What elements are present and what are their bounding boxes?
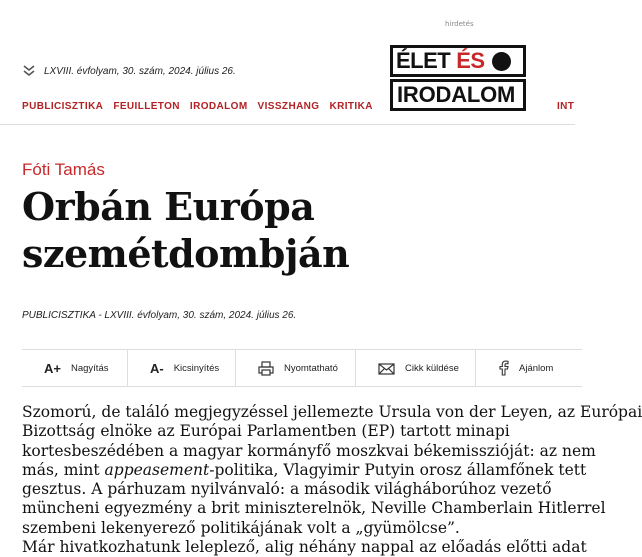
nav-item-irodalom[interactable]: IRODALOM [189, 101, 248, 112]
article-body [22, 403, 642, 557]
logo-row-bottom [390, 79, 526, 111]
body-line: szembeni lekenyerező politikájának volt a „gyümölcse”. [22, 518, 460, 537]
nav-item-publicisztika[interactable]: PUBLICISZTIKA [22, 101, 104, 112]
printer-icon [258, 361, 274, 376]
nav-item-kritika[interactable]: KRITIKA [329, 101, 373, 112]
body-line: Szomorú, de találó megjegyzéssel jellemezte Ursula von der Leyen, az Európai [22, 403, 642, 421]
main-nav [22, 101, 373, 112]
double-chevron-down-icon[interactable] [22, 64, 36, 78]
ad-label: hirdetés [445, 20, 474, 28]
body-line: gesztus. A párhuzam nyilvánvaló: a második világháborúhoz vezető [22, 480, 552, 499]
site-logo[interactable] [390, 45, 528, 111]
shrink-label: Kicsinyítés [173, 362, 220, 374]
body-line: Bizottság elnöke az Európai Parlamentben (EP) tartott minapi [22, 422, 510, 441]
send-label: Cikk küldése [405, 362, 459, 374]
nav-item-visszhang[interactable]: VISSZHANG [257, 101, 320, 112]
envelope-icon [378, 361, 395, 376]
nav-item-overflow[interactable]: INT [557, 101, 575, 112]
shrink-text-button[interactable] [128, 350, 236, 386]
issue-text: LXVIII. évfolyam, 30. szám, 2024. július 26. [44, 65, 236, 77]
print-label: Nyomtatható [284, 362, 338, 374]
article-meta: PUBLICISZTIKA - LXVIII. évfolyam, 30. szám, 2024. július 26. [22, 310, 297, 321]
header-divider [0, 124, 575, 125]
title-line-2: szemétdombján [22, 231, 350, 276]
article-author[interactable]: Fóti Tamás [22, 160, 105, 179]
logo-dot-icon [492, 52, 511, 71]
logo-text-elet: ÉLET [396, 48, 451, 73]
italic-term: appeasement [104, 460, 210, 479]
font-increase-icon: A+ [44, 360, 61, 376]
body-line-part: -politika, Vlagyimir Putyin orosz államfőnek tett [209, 460, 587, 479]
nav-item-feuilleton[interactable]: FEUILLETON [113, 101, 180, 112]
recommend-label: Ajánlom [519, 362, 554, 374]
body-line: müncheni egyezmény a brit miniszterelnök, Neville Chamberlain Hitlerrel [22, 499, 606, 518]
body-line: Már hivatkozhatunk leleplező, alig néhány nappal az előadás előtti adat [22, 538, 587, 557]
logo-row-top [390, 45, 526, 77]
body-line: kortesbeszédében a magyar kormányfő moszkvai békemisszióját: az nem [22, 441, 596, 460]
body-line-part: más, mint [22, 460, 105, 479]
body-line [22, 460, 587, 480]
print-button[interactable] [236, 350, 356, 386]
recommend-button[interactable] [476, 350, 580, 386]
logo-text-irodalom: IRODALOM [397, 82, 516, 107]
article-toolbar [22, 349, 582, 387]
enlarge-label: Nagyítás [70, 362, 109, 374]
title-line-1: Orbán Európa [22, 184, 315, 229]
issue-line [22, 64, 236, 78]
article-title [22, 183, 562, 277]
send-article-button[interactable] [356, 350, 476, 386]
facebook-icon [498, 360, 509, 376]
font-decrease-icon: A- [150, 360, 164, 376]
enlarge-text-button[interactable] [22, 350, 128, 386]
logo-text-es: ÉS [456, 48, 485, 73]
